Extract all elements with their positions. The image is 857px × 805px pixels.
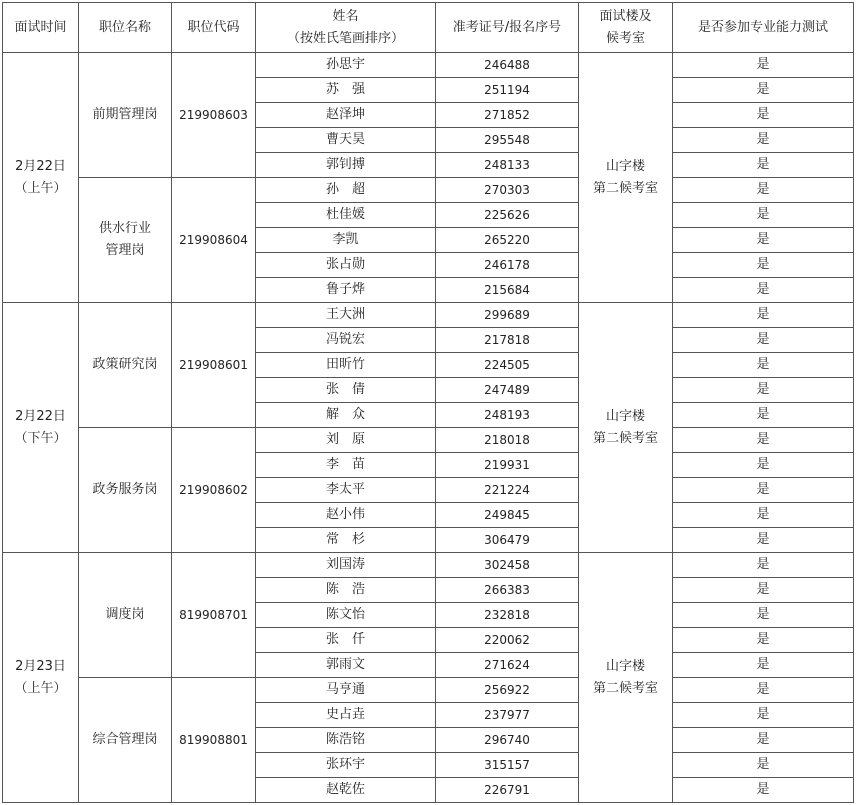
header-name bbox=[256, 3, 436, 53]
skill-test-cell: 是 bbox=[673, 203, 854, 228]
candidate-ticket-cell: 215684 bbox=[436, 278, 579, 303]
candidate-name-cell: 田昕竹 bbox=[256, 353, 436, 378]
header-ticket: 准考证号/报名序号 bbox=[436, 3, 579, 53]
candidate-ticket-cell: 217818 bbox=[436, 328, 579, 353]
candidate-ticket-cell: 256922 bbox=[436, 678, 579, 703]
candidate-name-cell: 李凯 bbox=[256, 228, 436, 253]
skill-test-cell: 是 bbox=[673, 553, 854, 578]
skill-test-cell: 是 bbox=[673, 403, 854, 428]
candidate-name-cell: 刘 原 bbox=[256, 428, 436, 453]
skill-test-cell: 是 bbox=[673, 353, 854, 378]
skill-test-cell: 是 bbox=[673, 603, 854, 628]
position-name-cell bbox=[79, 53, 172, 178]
skill-test-cell: 是 bbox=[673, 778, 854, 803]
candidate-ticket-cell: 232818 bbox=[436, 603, 579, 628]
candidate-ticket-cell: 271624 bbox=[436, 653, 579, 678]
skill-test-cell: 是 bbox=[673, 628, 854, 653]
candidate-name-cell: 张 仟 bbox=[256, 628, 436, 653]
session-date: 2月22日 bbox=[15, 408, 66, 424]
candidate-ticket-cell: 248193 bbox=[436, 403, 579, 428]
skill-test-cell: 是 bbox=[673, 653, 854, 678]
candidate-ticket-cell: 225626 bbox=[436, 203, 579, 228]
position-name-line: 管理岗 bbox=[105, 243, 145, 258]
position-name-cell bbox=[79, 178, 172, 303]
session-time-cell bbox=[3, 53, 79, 303]
header-skill-test: 是否参加专业能力测试 bbox=[673, 3, 854, 53]
position-code-cell: 219908602 bbox=[172, 428, 256, 553]
skill-test-cell: 是 bbox=[673, 753, 854, 778]
candidate-ticket-cell: 226791 bbox=[436, 778, 579, 803]
candidate-ticket-cell: 306479 bbox=[436, 528, 579, 553]
position-name-cell bbox=[79, 678, 172, 803]
candidate-name-cell: 张环宇 bbox=[256, 753, 436, 778]
session-period: （上午） bbox=[14, 680, 67, 696]
position-name-line: 政务服务岗 bbox=[92, 482, 158, 497]
candidate-ticket-cell: 221224 bbox=[436, 478, 579, 503]
candidate-ticket-cell: 302458 bbox=[436, 553, 579, 578]
position-name-line: 前期管理岗 bbox=[92, 107, 158, 122]
skill-test-cell: 是 bbox=[673, 253, 854, 278]
candidate-name-cell: 马亨通 bbox=[256, 678, 436, 703]
candidate-ticket-cell: 249845 bbox=[436, 503, 579, 528]
table-row bbox=[3, 428, 854, 453]
skill-test-cell: 是 bbox=[673, 578, 854, 603]
table-row bbox=[3, 178, 854, 203]
candidate-name-cell: 常 杉 bbox=[256, 528, 436, 553]
header-time: 面试时间 bbox=[3, 3, 79, 53]
skill-test-cell: 是 bbox=[673, 503, 854, 528]
candidate-name-cell: 孙 超 bbox=[256, 178, 436, 203]
skill-test-cell: 是 bbox=[673, 278, 854, 303]
candidate-ticket-cell: 296740 bbox=[436, 728, 579, 753]
session-room-cell bbox=[579, 53, 673, 303]
candidate-ticket-cell: 271852 bbox=[436, 103, 579, 128]
skill-test-cell: 是 bbox=[673, 478, 854, 503]
candidate-ticket-cell: 299689 bbox=[436, 303, 579, 328]
candidate-name-cell: 赵乾佐 bbox=[256, 778, 436, 803]
candidate-ticket-cell: 315157 bbox=[436, 753, 579, 778]
candidate-ticket-cell: 246488 bbox=[436, 53, 579, 78]
candidate-ticket-cell: 266383 bbox=[436, 578, 579, 603]
session-period: （上午） bbox=[14, 180, 67, 196]
session-room-cell bbox=[579, 303, 673, 553]
candidate-name-cell: 鲁子烨 bbox=[256, 278, 436, 303]
position-code-cell: 819908801 bbox=[172, 678, 256, 803]
candidate-ticket-cell: 270303 bbox=[436, 178, 579, 203]
position-code-cell: 219908603 bbox=[172, 53, 256, 178]
candidate-name-cell: 冯锐宏 bbox=[256, 328, 436, 353]
header-position-code: 职位代码 bbox=[172, 3, 256, 53]
candidate-name-cell: 史占垚 bbox=[256, 703, 436, 728]
candidate-name-cell: 李 苗 bbox=[256, 453, 436, 478]
table-row bbox=[3, 303, 854, 328]
position-name-cell bbox=[79, 428, 172, 553]
session-building: 山字楼 bbox=[605, 408, 645, 424]
candidate-name-cell: 张 倩 bbox=[256, 378, 436, 403]
skill-test-cell: 是 bbox=[673, 378, 854, 403]
candidate-name-cell: 赵泽坤 bbox=[256, 103, 436, 128]
position-name-line: 综合管理岗 bbox=[92, 732, 158, 747]
skill-test-cell: 是 bbox=[673, 228, 854, 253]
candidate-name-cell: 李太平 bbox=[256, 478, 436, 503]
session-date: 2月22日 bbox=[15, 158, 66, 174]
position-code-cell: 219908604 bbox=[172, 178, 256, 303]
session-room: 第二候考室 bbox=[592, 430, 658, 446]
skill-test-cell: 是 bbox=[673, 178, 854, 203]
candidate-name-cell: 苏 强 bbox=[256, 78, 436, 103]
position-name-line: 政策研究岗 bbox=[92, 357, 158, 372]
schedule-body bbox=[3, 53, 854, 803]
skill-test-cell: 是 bbox=[673, 428, 854, 453]
position-name-line: 调度岗 bbox=[105, 607, 145, 622]
session-time-cell bbox=[3, 553, 79, 803]
table-row bbox=[3, 53, 854, 78]
candidate-ticket-cell: 218018 bbox=[436, 428, 579, 453]
skill-test-cell: 是 bbox=[673, 453, 854, 478]
candidate-name-cell: 解 众 bbox=[256, 403, 436, 428]
header-room bbox=[579, 3, 673, 53]
candidate-ticket-cell: 224505 bbox=[436, 353, 579, 378]
session-building: 山字楼 bbox=[605, 158, 645, 174]
header-room-line1: 面试楼及 bbox=[599, 8, 652, 24]
candidate-name-cell: 王大洲 bbox=[256, 303, 436, 328]
position-name-line: 供水行业 bbox=[98, 221, 151, 236]
candidate-ticket-cell: 237977 bbox=[436, 703, 579, 728]
session-room-cell bbox=[579, 553, 673, 803]
candidate-name-cell: 陈文怡 bbox=[256, 603, 436, 628]
interview-schedule-table bbox=[2, 2, 854, 803]
header-name-line1: 姓名 bbox=[332, 8, 359, 24]
candidate-name-cell: 陈浩铭 bbox=[256, 728, 436, 753]
header-name-line2: （按姓氏笔画排序） bbox=[286, 30, 404, 46]
skill-test-cell: 是 bbox=[673, 528, 854, 553]
skill-test-cell: 是 bbox=[673, 678, 854, 703]
candidate-name-cell: 刘国涛 bbox=[256, 553, 436, 578]
session-time-cell bbox=[3, 303, 79, 553]
skill-test-cell: 是 bbox=[673, 303, 854, 328]
skill-test-cell: 是 bbox=[673, 728, 854, 753]
candidate-ticket-cell: 219931 bbox=[436, 453, 579, 478]
candidate-name-cell: 郭钊搏 bbox=[256, 153, 436, 178]
candidate-ticket-cell: 295548 bbox=[436, 128, 579, 153]
skill-test-cell: 是 bbox=[673, 128, 854, 153]
skill-test-cell: 是 bbox=[673, 78, 854, 103]
candidate-name-cell: 张占勋 bbox=[256, 253, 436, 278]
session-period: （下午） bbox=[14, 430, 67, 446]
skill-test-cell: 是 bbox=[673, 53, 854, 78]
position-code-cell: 219908601 bbox=[172, 303, 256, 428]
table-row bbox=[3, 553, 854, 578]
header-position-name: 职位名称 bbox=[79, 3, 172, 53]
candidate-ticket-cell: 265220 bbox=[436, 228, 579, 253]
position-name-cell bbox=[79, 553, 172, 678]
position-name-cell bbox=[79, 303, 172, 428]
candidate-name-cell: 孙思宇 bbox=[256, 53, 436, 78]
candidate-name-cell: 陈 浩 bbox=[256, 578, 436, 603]
candidate-ticket-cell: 251194 bbox=[436, 78, 579, 103]
skill-test-cell: 是 bbox=[673, 703, 854, 728]
candidate-name-cell: 郭雨文 bbox=[256, 653, 436, 678]
skill-test-cell: 是 bbox=[673, 153, 854, 178]
candidate-name-cell: 杜佳媛 bbox=[256, 203, 436, 228]
header-room-line2: 候考室 bbox=[605, 30, 645, 46]
header-row bbox=[3, 3, 854, 53]
session-room: 第二候考室 bbox=[592, 180, 658, 196]
skill-test-cell: 是 bbox=[673, 103, 854, 128]
position-code-cell: 819908701 bbox=[172, 553, 256, 678]
candidate-ticket-cell: 248133 bbox=[436, 153, 579, 178]
session-date: 2月23日 bbox=[15, 658, 66, 674]
candidate-name-cell: 曹天昊 bbox=[256, 128, 436, 153]
candidate-ticket-cell: 246178 bbox=[436, 253, 579, 278]
candidate-ticket-cell: 220062 bbox=[436, 628, 579, 653]
skill-test-cell: 是 bbox=[673, 328, 854, 353]
candidate-ticket-cell: 247489 bbox=[436, 378, 579, 403]
candidate-name-cell: 赵小伟 bbox=[256, 503, 436, 528]
table-row bbox=[3, 678, 854, 703]
session-building: 山字楼 bbox=[605, 658, 645, 674]
session-room: 第二候考室 bbox=[592, 680, 658, 696]
